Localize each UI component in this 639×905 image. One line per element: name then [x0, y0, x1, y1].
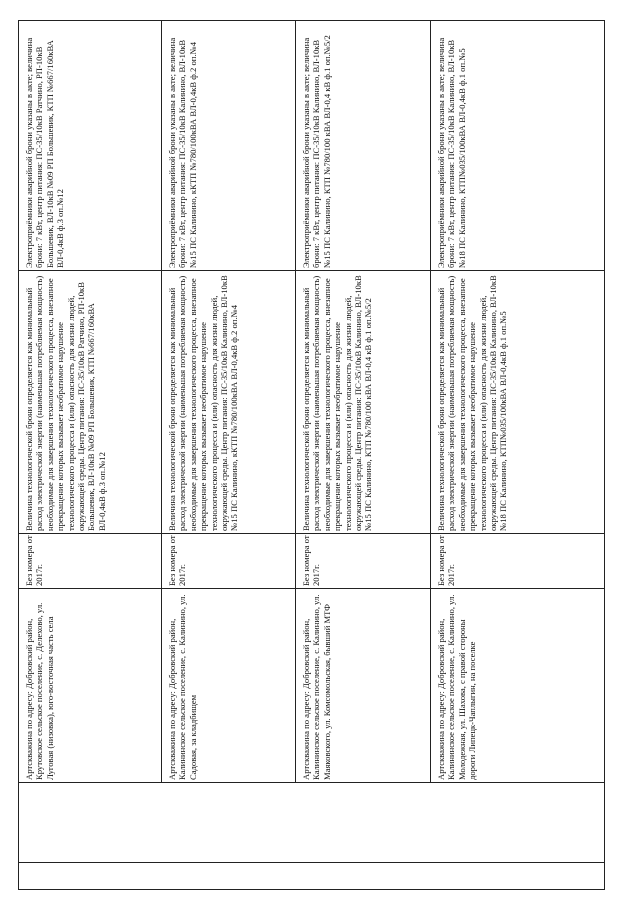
row-separator [161, 20, 162, 782]
emergency-cell: Электроприёмники аварийной брони указаны в акте; величина брони: 7 кВт, центр питания: ПС-35/10кВ Ратчино, РП-10кВ Большевик, ВЛ-10кВ №09 РП Большевик, КТП №667/160кВА ВЛ-0,4кВ ф.3 оп.№12 [24, 37, 66, 268]
technological-cell: Величина технологической брони определяется как минимальный расход электрической энергии (наименьшая потребляемая мощность) необходимые для завершения технологического процесса, внезапное прекращение которых вызывает необратимое нарушение технологического процесса и (или) опасность для жизни людей, окружающей среды. Центр питания: ПС-35/10кВ Калинино, ВЛ-10кВ №15 ПС Калинино, КТП №780/100 кВА ВЛ-0,4 кВ ф.1 оп.№5/2 [301, 275, 374, 531]
technological-cell: Величина технологической брони определяется как минимальный расход электрической энергии (наименьшая потребляемая мощность) необходимые для завершения технологического процесса, внезапное прекращение которых вызывает необратимое нарушение технологического процесса и (или) опасность для жизни людей, окружающей среды. Центр питания: ПС-35/10кВ Калинино, ВЛ-10кВ №15 ПС Калинино, кКТП №780/100кВА ВЛ-0,4кВ ф.2 оп.№4 [167, 275, 240, 531]
number-cell: Без номера от 2017г. [301, 535, 322, 586]
address-cell: Артскважина по адресу: Добровский район, Крутовское сельское поселение, с. Делехово, ул. Луговая (низовка), юго-восточная часть села [24, 602, 55, 780]
row-separator [430, 20, 431, 782]
number-cell: Без номера от 2017г. [167, 535, 188, 586]
address-cell: Артскважина по адресу: Добровский район, Калининское сельское поселение, с. Калинино, ул. Садовая, за кладбищем [167, 594, 198, 780]
address-cell: Артскважина по адресу: Добровский район, Калининское сельское поселение, с. Калинино, ул. Молодежная, ул. Шахова, с правой стороны дороги Липецк-Чаплыгин, на поселке [436, 594, 478, 780]
emergency-cell: Электроприёмники аварийной брони указаны в акте; величина брони: 7 кВт, центр питания: ПС-35/10кВ Калинино, ВЛ-10кВ №15 ПС Калинино, кКТП №780/100кВА ВЛ-0,4кВ ф.2 оп.№4 [167, 37, 198, 268]
blank-row-line [18, 862, 605, 863]
column-separator [18, 782, 605, 783]
number-cell: Без номера от 2017г. [436, 535, 457, 586]
column-separator [18, 588, 605, 589]
emergency-cell: Электроприёмники аварийной брони указаны в акте; величина брони: 7 кВт, центр питания: ПС-35/10кВ Калинино, ВЛ-10кВ №18 ПС Калинино, КТП№035/100кВА ВЛ-0,4кВ ф.1 оп.№5 [436, 37, 467, 268]
number-cell: Без номера от 2017г. [24, 535, 45, 586]
emergency-cell: Электроприёмники аварийной брони указаны в акте; величина брони: 7 кВт, центр питания: ПС-35/10кВ Калинино, ВЛ-10кВ №15 ПС Калинино, КТП №780/100 кВА ВЛ-0,4 кВ ф.1 оп.№5/2 [301, 35, 332, 268]
row-separator [295, 20, 296, 782]
technological-cell: Величина технологической брони определяется как минимальный расход электрической энергии (наименьшая потребляемая мощность) необходимые для завершения технологического процесса, внезапное прекращение которых вызывает необратимое нарушение технологического процесса и (или) опасность для жизни людей, окружающей среды. Центр питания: ПС-35/10кВ Калинино, ВЛ-10кВ №18 ПС Калинино, КТП№035/100кВА ВЛ-0,4кВ ф.1 оп.№5 [436, 275, 509, 531]
address-cell: Артскважина по адресу: Добровский район, Калининское сельское поселение, с. Калинино, ул. Маяковского, ул. Комсомольская, бывший МТФ [301, 594, 332, 780]
column-separator [18, 270, 605, 271]
technological-cell: Величина технологической брони определяется как минимальный расход электрической энергии (наименьшая потребляемая мощность) необходимые для завершения технологического процесса, внезапное прекращение которых вызывает необратимое нарушение технологического процесса и (или) опасность для жизни людей, окружающей среды. Центр питания: ПС-35/10кВ Ратчино, РП-10кВ Большевик, ВЛ-10кВ №09 РП Большевик, КТП №667/160кВА ВЛ-0,4кВ ф.3 оп.№12 [24, 275, 107, 531]
